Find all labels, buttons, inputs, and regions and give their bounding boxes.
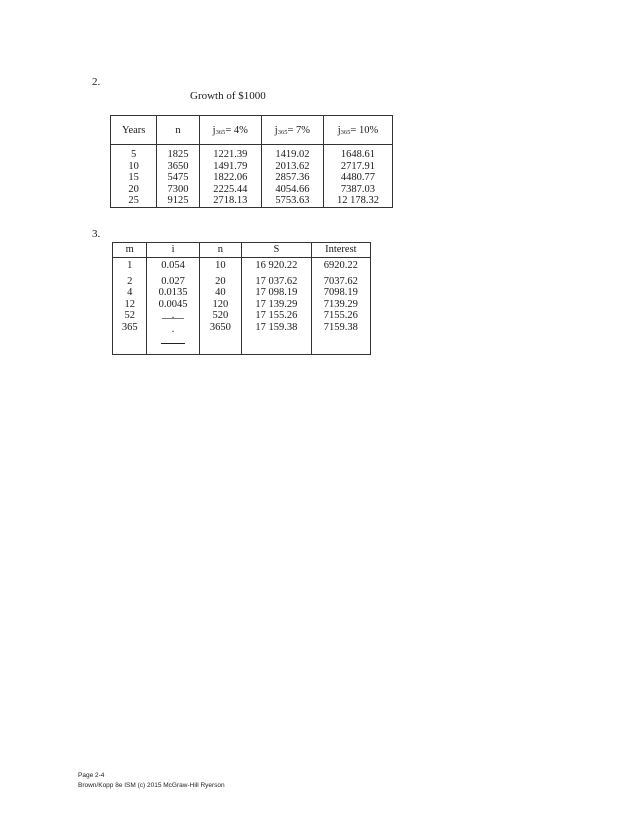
cell-n: 9125 [157, 195, 199, 207]
cell-rate10: 4480.77 [323, 172, 392, 184]
cell-rate4: 1221.39 [199, 149, 261, 161]
cell-i: 0.027 [161, 275, 185, 287]
table-row [111, 184, 393, 196]
section-3-number: 3. [92, 228, 101, 240]
cell-i: 0.0045 [158, 298, 188, 310]
growth-table-header-row [111, 116, 393, 145]
cell-m: 12 [124, 298, 135, 310]
cell-n: 20 [215, 275, 226, 287]
col-s-header: S [242, 243, 312, 258]
rate-subscript: 365 [340, 128, 351, 136]
cell-interest: 7139.29 [323, 298, 358, 310]
cell-interest: 7098.19 [323, 287, 358, 298]
col-m-header: m [113, 243, 147, 258]
table-row [113, 258, 371, 355]
cell-n: 10 [215, 260, 226, 271]
cell-m: 1 [127, 260, 133, 271]
col-years-header: Years [111, 116, 157, 145]
table-row [111, 149, 393, 161]
cell-rate7: 4054.66 [261, 184, 323, 196]
col-n-values [199, 258, 241, 355]
cell-n: 7300 [157, 184, 199, 196]
cell-n: 1825 [157, 149, 199, 161]
growth-table [110, 115, 393, 208]
cell-s: 17 098.19 [255, 287, 298, 298]
footer-credit: Brown/Kopp 8e ISM (c) 2015 McGraw-Hill Ryerson [78, 782, 225, 789]
col-i-values [147, 258, 199, 355]
cell-n: 3650 [209, 321, 231, 333]
cell-s: 16 920.22 [255, 260, 298, 271]
table1-title: Growth of $1000 [190, 90, 266, 102]
cell-s: 17 139.29 [255, 298, 298, 310]
cell-rate10: 12 178.32 [323, 195, 392, 207]
rate-value: = 10% [350, 124, 379, 136]
rate-symbol: j [212, 124, 216, 136]
cell-i: . [171, 323, 175, 335]
col-m-values [113, 258, 147, 355]
cell-n: 40 [215, 287, 226, 298]
rate-subscript: 365 [277, 128, 288, 136]
cell-i: 0.0135 [158, 287, 188, 298]
col-n-header: n [157, 116, 199, 145]
cell-rate10: 2717.91 [323, 161, 392, 173]
cell-years: 15 [111, 172, 157, 184]
col-i-header: i [147, 243, 199, 258]
cell-years: 10 [111, 161, 157, 173]
cell-s: 17 159.38 [255, 321, 298, 333]
cell-rate7: 2013.62 [261, 161, 323, 173]
section-2-number: 2. [92, 76, 101, 88]
cell-n: 520 [212, 310, 229, 321]
rate-symbol: j [337, 124, 341, 136]
col-interest-values [311, 258, 370, 355]
cell-rate10: 7387.03 [323, 184, 392, 196]
cell-m: 2 [127, 275, 133, 287]
cell-m: 52 [124, 310, 135, 321]
cell-s: 17 155.26 [255, 310, 298, 321]
cell-n: 3650 [157, 161, 199, 173]
col-s-values [242, 258, 312, 355]
cell-m: 365 [121, 321, 138, 333]
cell-years: 20 [111, 184, 157, 196]
cell-s: 17 037.62 [255, 275, 298, 287]
cell-rate7: 5753.63 [261, 195, 323, 207]
col-rate4-header [199, 116, 261, 145]
table-row [111, 195, 393, 207]
cell-m: 4 [127, 287, 133, 298]
cell-interest: 7159.38 [323, 321, 358, 333]
cell-n: 120 [212, 298, 229, 310]
cell-rate4: 1822.06 [199, 172, 261, 184]
interest-table-header-row [113, 243, 371, 258]
cell-years: 25 [111, 195, 157, 207]
col-n-header: n [199, 243, 241, 258]
cell-rate4: 2718.13 [199, 195, 261, 207]
rate-symbol: j [274, 124, 278, 136]
cell-interest: 7037.62 [323, 275, 358, 287]
col-interest-header: Interest [311, 243, 370, 258]
col-rate7-header [261, 116, 323, 145]
table-row [111, 172, 393, 184]
cell-interest: 7155.26 [323, 310, 358, 321]
cell-rate7: 2857.36 [261, 172, 323, 184]
underline-blank [147, 335, 198, 348]
table-row [111, 161, 393, 173]
cell-n: 5475 [157, 172, 199, 184]
cell-interest: 6920.22 [323, 260, 358, 271]
rate-value: = 4% [225, 124, 248, 136]
cell-years: 5 [111, 149, 157, 161]
rate-value: = 7% [287, 124, 311, 136]
cell-i: 0.054 [161, 260, 185, 271]
cell-rate4: 2225.44 [199, 184, 261, 196]
cell-rate7: 1419.02 [261, 149, 323, 161]
cell-rate4: 1491.79 [199, 161, 261, 173]
cell-i: . [147, 310, 198, 322]
rate-subscript: 365 [215, 128, 226, 136]
footer-page-number: Page 2-4 [78, 772, 105, 779]
cell-rate10: 1648.61 [323, 149, 392, 161]
col-rate10-header [323, 116, 392, 145]
interest-table [112, 242, 371, 355]
